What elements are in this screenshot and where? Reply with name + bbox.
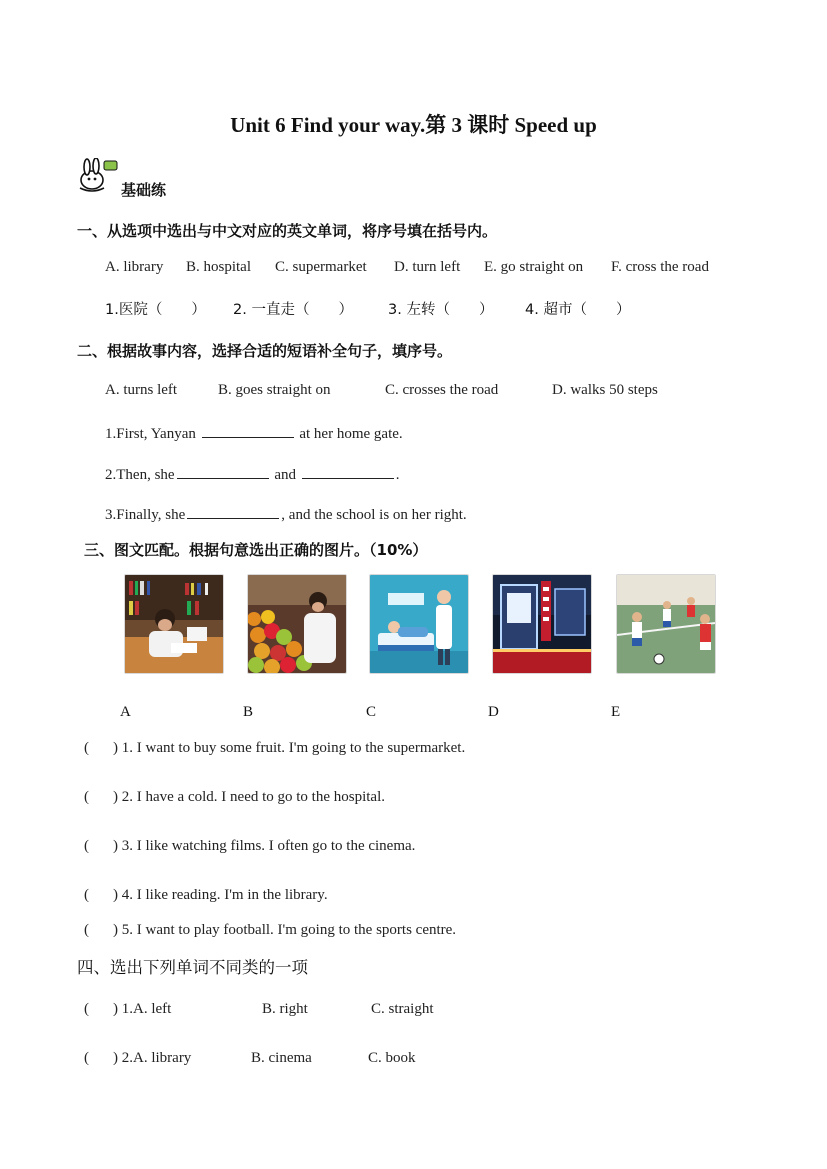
answer-blank[interactable]	[302, 464, 394, 479]
s4-q2-option-b: B. cinema	[251, 1050, 312, 1066]
s1-option-e: E. go straight on	[484, 259, 584, 275]
picture-letter-e: E	[611, 704, 621, 720]
section-2-heading: 二、根据故事内容，选择合适的短语补全句子，填序号。	[77, 342, 453, 360]
s3-question-1: ( ) 1. I want to buy some fruit. I'm going to the supermarket.	[84, 740, 466, 756]
s3-question-2: ( ) 2. I have a cold. I need to go to the hospital.	[84, 789, 386, 805]
section-3-heading: 三、图文匹配。根据句意选出正确的图片。（10%）	[84, 541, 428, 559]
s2-option-b: B. goes straight on	[218, 382, 331, 398]
s3-question-4: ( ) 4. I like reading. I'm in the library.	[84, 887, 328, 903]
s4-question-2: ( ) 2.A. library	[84, 1050, 192, 1066]
section-1-heading: 一、从选项中选出与中文对应的英文单词，将序号填在括号内。	[77, 222, 498, 240]
s2-question-2: 2.Then, she and .	[105, 464, 400, 484]
page-title: Unit 6 Find your way.第 3 课时 Speed up	[230, 113, 597, 137]
picture-letter-d: D	[488, 704, 499, 720]
s2-question-3: 3.Finally, she , and the school is on her right.	[105, 504, 467, 524]
s1-item-1: 1.医院（ ）	[105, 302, 206, 318]
s2-option-d: D. walks 50 steps	[552, 382, 658, 398]
picture-letter-c: C	[366, 704, 377, 720]
s1-item-2: 2. 一直走（ ）	[233, 302, 353, 318]
s2-option-a: A. turns left	[105, 382, 178, 398]
picture-letter-b: B	[243, 704, 254, 720]
bunny-mascot-icon	[76, 158, 120, 192]
s1-option-c: C. supermarket	[275, 259, 367, 275]
answer-blank[interactable]	[177, 464, 269, 479]
section-label: 基础练	[121, 181, 167, 199]
s1-item-4: 4. 超市（ ）	[525, 302, 631, 318]
s3-question-5: ( ) 5. I want to play football. I'm going to the sports centre.	[84, 922, 457, 938]
s4-q1-option-c: C. straight	[371, 1001, 434, 1017]
picture-library	[124, 574, 224, 674]
picture-hospital	[369, 574, 469, 674]
s1-option-d: D. turn left	[394, 259, 461, 275]
s1-option-b: B. hospital	[186, 259, 252, 275]
s4-q2-option-c: C. book	[368, 1050, 416, 1066]
picture-letter-a: A	[120, 704, 131, 720]
s1-option-f: F. cross the road	[611, 259, 709, 275]
s4-question-1: ( ) 1.A. left	[84, 1001, 172, 1017]
s3-question-3: ( ) 3. I like watching films. I often go to the cinema.	[84, 838, 416, 854]
s4-q1-option-b: B. right	[262, 1001, 308, 1017]
picture-cinema	[492, 574, 592, 674]
s1-option-a: A. library	[105, 259, 164, 275]
section-4-heading: 四、选出下列单词不同类的一项	[77, 958, 308, 977]
picture-sports-centre	[616, 574, 716, 674]
answer-blank[interactable]	[202, 423, 294, 438]
s1-item-3: 3. 左转（ ）	[388, 302, 494, 318]
s2-question-1: 1.First, Yanyan at her home gate.	[105, 423, 403, 443]
answer-blank[interactable]	[187, 504, 279, 519]
picture-supermarket	[247, 574, 347, 674]
s2-option-c: C. crosses the road	[385, 382, 499, 398]
